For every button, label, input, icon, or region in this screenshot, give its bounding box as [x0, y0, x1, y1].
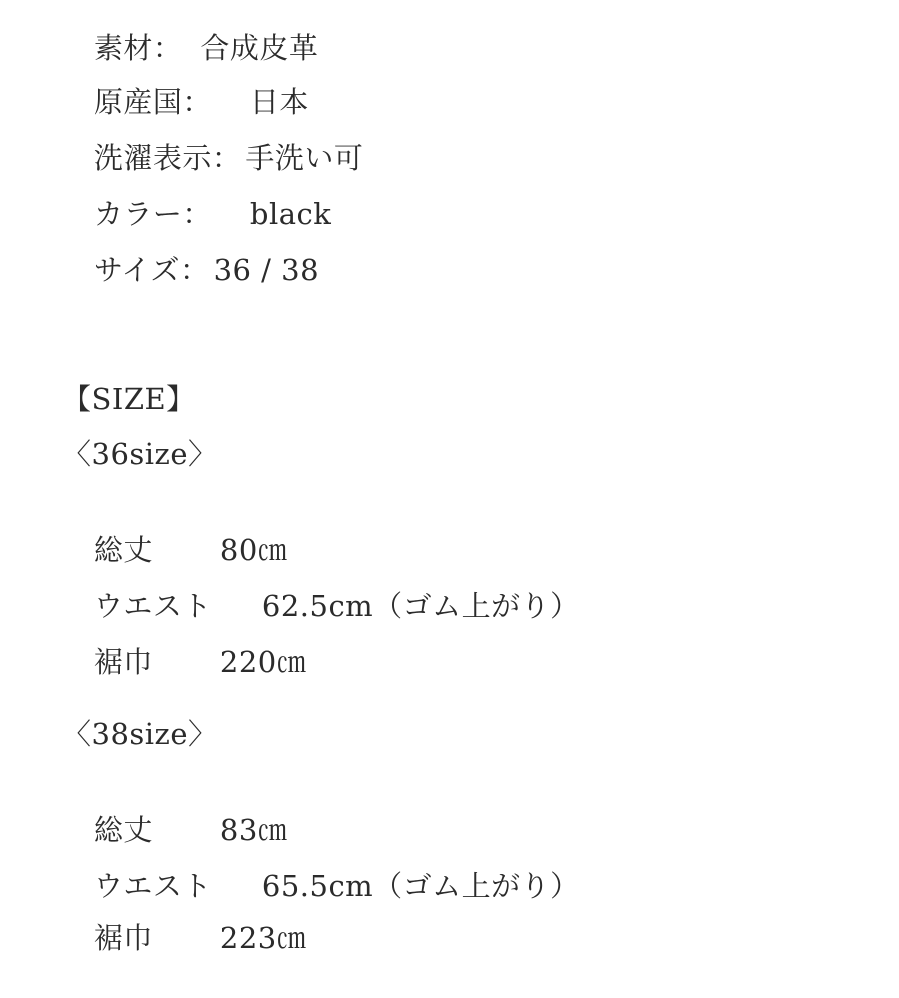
measurement-row-length: [55, 490, 288, 567]
size-section-heading: 【SIZE】: [62, 382, 196, 416]
measurement-label: ウエスト: [93, 869, 212, 903]
spec-origin-row: [55, 42, 309, 119]
spec-value: 日本: [249, 85, 309, 119]
measurement-row-waist: [55, 546, 580, 623]
spec-label: カラー：: [93, 197, 212, 231]
spec-size-row: [55, 210, 320, 287]
measurement-label: ウエスト: [93, 589, 212, 623]
measurement-row-hem-width: [55, 602, 307, 679]
measurement-label: 裾巾: [93, 921, 153, 955]
measurement-value: 220㎝: [219, 645, 307, 679]
measurement-row-waist: [55, 826, 580, 903]
measurement-value: 80㎝: [219, 533, 288, 567]
measurement-label: 総丈: [93, 813, 153, 847]
measurement-value: 83㎝: [219, 813, 288, 847]
size-group-heading: 〈38size〉: [62, 717, 218, 751]
spec-material-row: [55, 0, 319, 65]
spec-washing-row: [55, 98, 364, 175]
measurement-value: 62.5cm（ゴム上がり）: [261, 589, 580, 623]
spec-color-row: [55, 154, 332, 231]
measurement-row-hem-width: [55, 878, 307, 955]
spec-label: 洗濯表示：: [93, 141, 242, 175]
spec-value: black: [249, 197, 332, 231]
measurement-value: 65.5cm（ゴム上がり）: [261, 869, 580, 903]
measurement-label: 総丈: [93, 533, 153, 567]
spec-label: 素材：: [93, 31, 183, 65]
measurement-value: 223㎝: [219, 921, 307, 955]
spec-value: 合成皮革: [200, 31, 319, 65]
spec-value: 36 / 38: [213, 253, 320, 287]
spec-label: サイズ：: [93, 253, 210, 287]
measurement-row-length: [55, 770, 288, 847]
spec-label: 原産国：: [93, 85, 212, 119]
measurement-label: 裾巾: [93, 645, 153, 679]
spec-value: 手洗い可: [245, 141, 364, 175]
size-group-heading: 〈36size〉: [62, 437, 218, 471]
